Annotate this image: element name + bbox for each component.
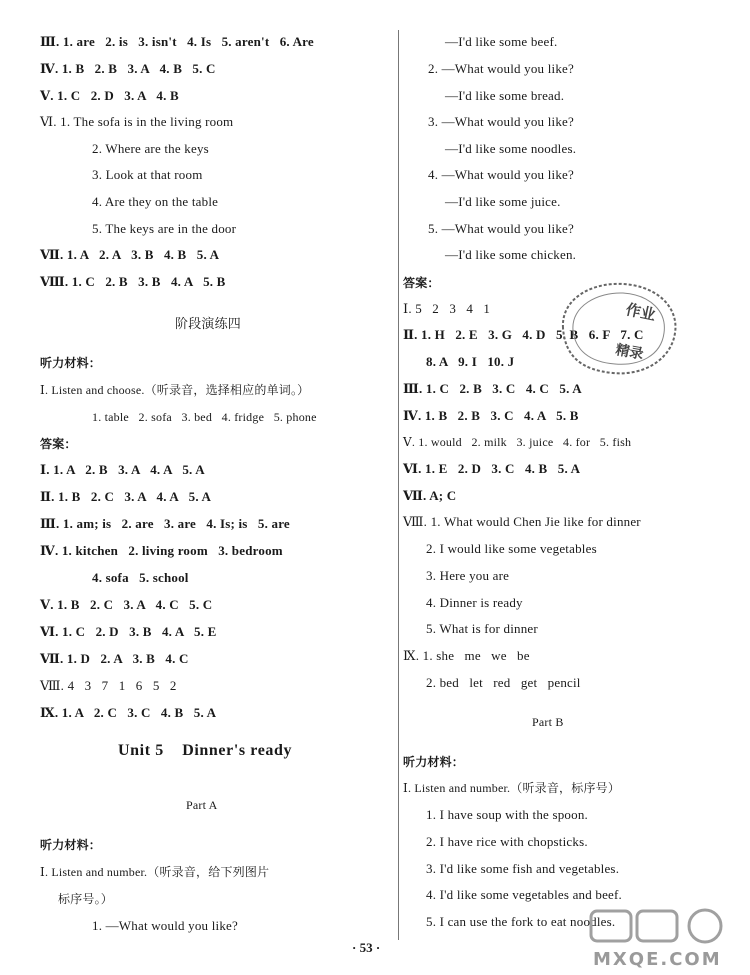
left-column-line: 标序号。） <box>58 892 114 906</box>
left-column-line: Ⅰ. Listen and choose.（听录音，选择相应的单词。） <box>40 383 310 397</box>
left-column-line: 2. Where are the keys <box>92 141 209 156</box>
left-column-line: Unit 5 Dinner's ready <box>118 742 293 759</box>
svg-text:精录: 精录 <box>614 342 645 363</box>
right-column-line: 5. I can use the fork to eat noodles. <box>426 914 616 929</box>
right-column-line: —I'd like some bread. <box>445 88 565 103</box>
left-column-line: 阶段演练四 <box>175 316 242 331</box>
column-divider <box>398 30 399 940</box>
right-column-line: 答案： <box>403 276 440 290</box>
right-column-line: 2. I would like some vegetables <box>426 541 597 556</box>
right-column-line: 3. I'd like some fish and vegetables. <box>426 861 620 876</box>
right-column-line: 听力材料： <box>403 755 465 769</box>
page-number: · 53 · <box>352 940 381 955</box>
left-column-line: 听力材料： <box>40 838 102 852</box>
left-column-line: Ⅸ. 1. A 2. C 3. C 4. B 5. A <box>40 705 217 720</box>
right-column-line: 3. Here you are <box>426 568 510 583</box>
right-column-line: 2. bed let red get pencil <box>426 675 581 690</box>
left-column-line: Ⅷ. 1. C 2. B 3. B 4. A 5. B <box>40 274 226 289</box>
right-column-line: —I'd like some noodles. <box>445 141 577 156</box>
stamp-seal <box>553 278 683 378</box>
right-column-line: Ⅰ. 5 2 3 4 1 <box>403 301 491 316</box>
left-column-line: 1. table 2. sofa 3. bed 4. fridge 5. phone <box>92 410 317 424</box>
right-column-line: —I'd like some beef. <box>445 34 558 49</box>
right-column-line: 4. —What would you like? <box>428 167 574 182</box>
left-column-line: Ⅵ. 1. C 2. D 3. B 4. A 5. E <box>40 624 217 639</box>
left-column-line: Ⅱ. 1. B 2. C 3. A 4. A 5. A <box>40 489 212 504</box>
right-column-line: Part B <box>532 715 564 729</box>
right-column-line: Ⅳ. 1. B 2. B 3. C 4. A 5. B <box>403 408 579 423</box>
left-column-line: 1. —What would you like? <box>92 918 238 933</box>
right-column-line: 5. —What would you like? <box>428 221 574 236</box>
watermark-logo <box>585 905 745 973</box>
right-column-line: Ⅷ. 1. What would Chen Jie like for dinner <box>403 514 641 529</box>
left-column-line: Ⅶ. 1. A 2. A 3. B 4. B 5. A <box>40 247 220 262</box>
right-column-line: 8. A 9. I 10. J <box>426 354 515 369</box>
left-column-line: Ⅳ. 1. kitchen 2. living room 3. bedroom <box>40 543 283 558</box>
left-column-line: Ⅴ. 1. C 2. D 3. A 4. B <box>40 88 179 103</box>
left-column-line: 4. Are they on the table <box>92 194 219 209</box>
right-column-line: 4. Dinner is ready <box>426 595 523 610</box>
right-column-line: 2. I have rice with chopsticks. <box>426 834 588 849</box>
left-column-line: Ⅰ. Listen and number.（听录音，给下列图片 <box>40 865 270 879</box>
right-column-line: Ⅶ. A; C <box>403 488 457 503</box>
left-column-line: Ⅲ. 1. are 2. is 3. isn't 4. Is 5. aren't 6. Are <box>40 34 314 49</box>
left-column-line: Ⅶ. 1. D 2. A 3. B 4. C <box>40 651 189 666</box>
left-column-line: Ⅵ. 1. The sofa is in the living room <box>40 114 234 129</box>
right-column-line: —I'd like some chicken. <box>445 247 577 262</box>
left-column-line: Ⅰ. 1. A 2. B 3. A 4. A 5. A <box>40 462 205 477</box>
svg-text:MXQE.COM: MXQE.COM <box>593 949 722 970</box>
right-column-line: 1. I have soup with the spoon. <box>426 807 588 822</box>
right-column-line: 3. —What would you like? <box>428 114 574 129</box>
left-column-line: 4. sofa 5. school <box>92 570 189 585</box>
right-column-line: Ⅸ. 1. she me we be <box>403 648 530 663</box>
right-column-line: Ⅴ. 1. would 2. milk 3. juice 4. for 5. fish <box>403 435 632 449</box>
right-column-line: Ⅱ. 1. H 2. E 3. G 4. D 5. B 6. F 7. C <box>403 327 644 342</box>
left-column-line: Ⅷ. 4 3 7 1 6 5 2 <box>40 678 177 693</box>
left-column-line: Ⅲ. 1. am; is 2. are 3. are 4. Is; is 5. are <box>40 516 290 531</box>
left-column-line: Ⅴ. 1. B 2. C 3. A 4. C 5. C <box>40 597 213 612</box>
right-column-line: Ⅰ. Listen and number.（听录音，标序号） <box>403 781 621 795</box>
svg-text:作业: 作业 <box>624 300 658 325</box>
left-column-line: Part A <box>186 798 218 812</box>
left-column-line: 5. The keys are in the door <box>92 221 237 236</box>
right-column-line: —I'd like some juice. <box>445 194 561 209</box>
left-column-line: 答案： <box>40 437 77 451</box>
right-column-line: Ⅵ. 1. E 2. D 3. C 4. B 5. A <box>403 461 581 476</box>
left-column-line: Ⅳ. 1. B 2. B 3. A 4. B 5. C <box>40 61 216 76</box>
right-column-line: 4. I'd like some vegetables and beef. <box>426 887 623 902</box>
left-column-line: 听力材料： <box>40 356 102 370</box>
right-column-line: 5. What is for dinner <box>426 621 538 636</box>
right-column-line: 2. —What would you like? <box>428 61 574 76</box>
right-column-line: Ⅲ. 1. C 2. B 3. C 4. C 5. A <box>403 381 582 396</box>
left-column-line: 3. Look at that room <box>92 167 203 182</box>
